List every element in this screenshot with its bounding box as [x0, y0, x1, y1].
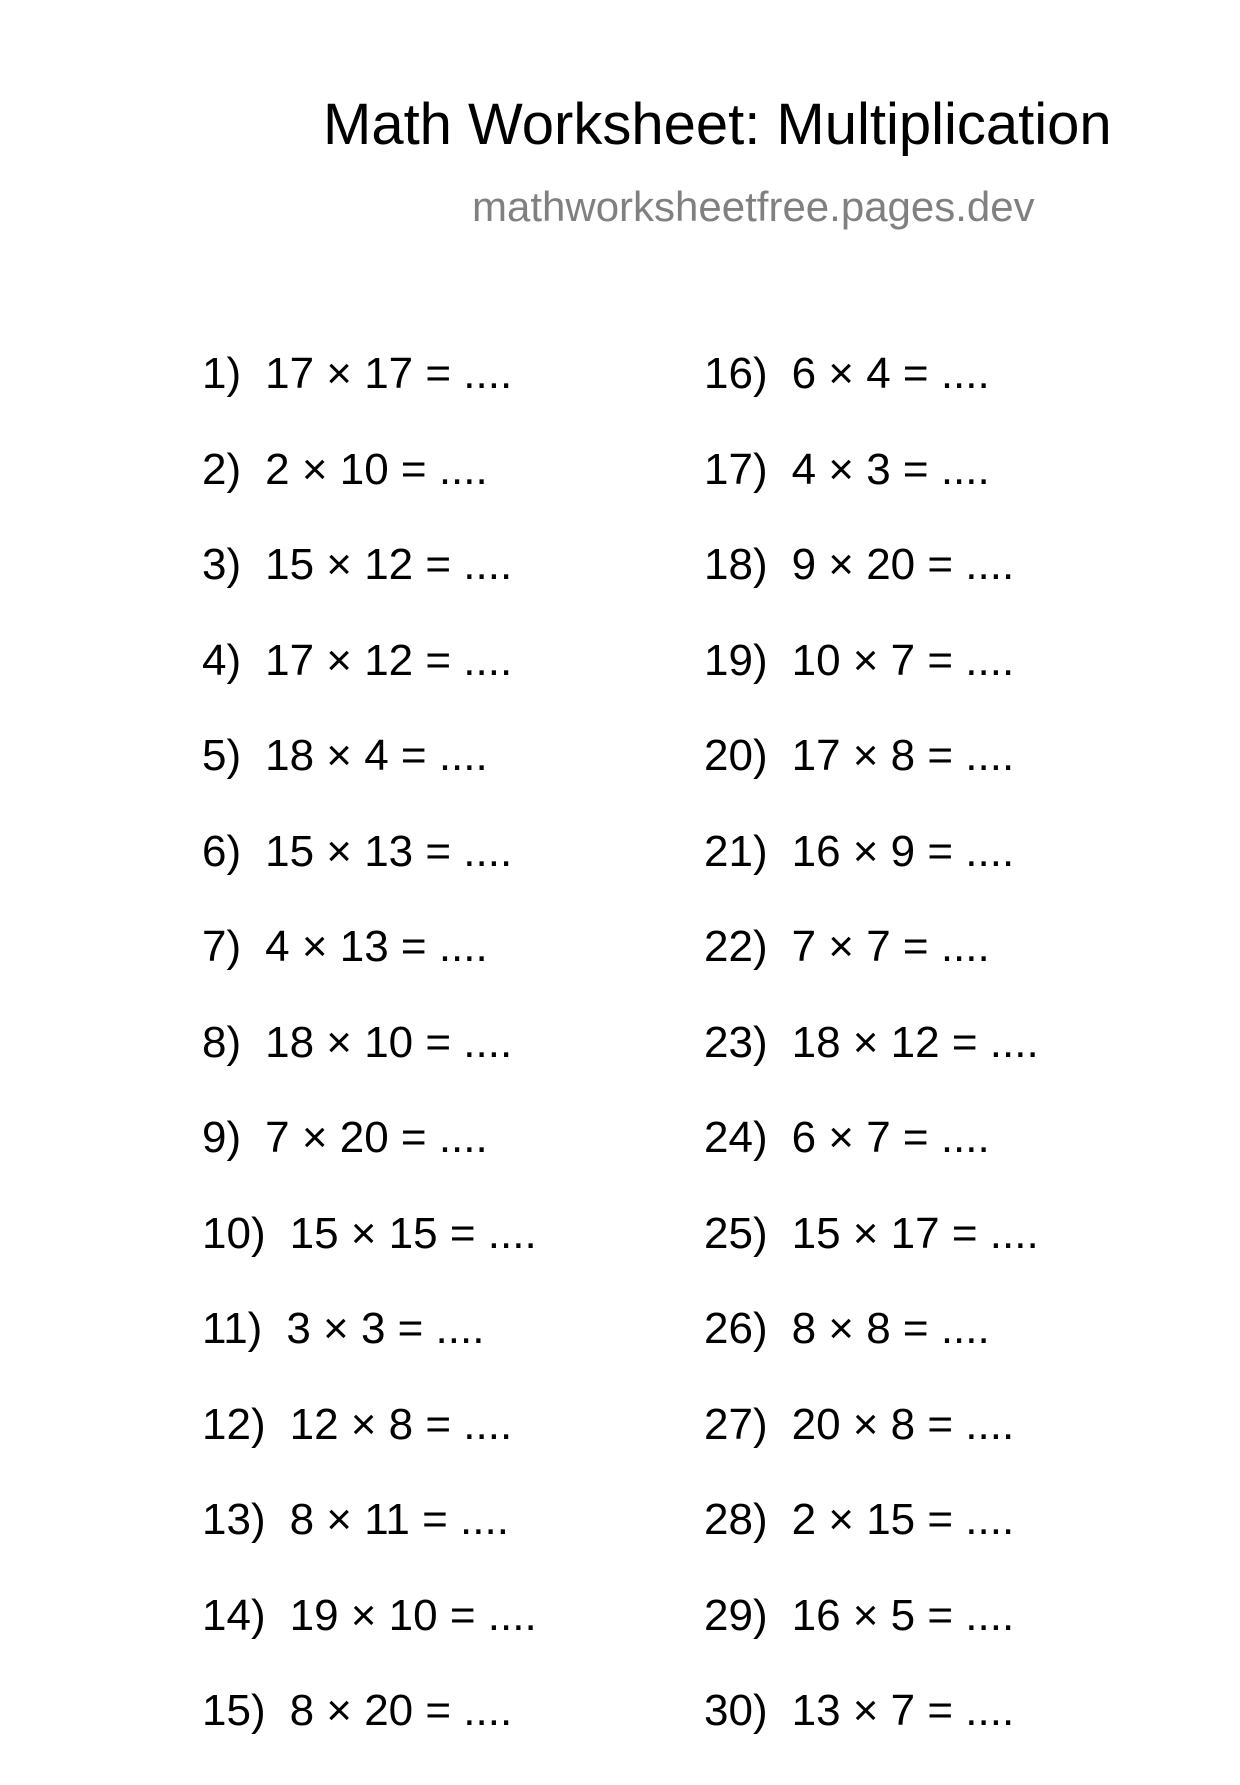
problem-item	[202, 1113, 537, 1212]
problem-item	[704, 1495, 1039, 1594]
problem-expression: 2 × 10 = ....	[265, 444, 488, 494]
problem-item	[202, 922, 537, 1021]
problem-item	[202, 1208, 537, 1308]
problem-expression: 4 × 3 = ....	[791, 444, 990, 494]
problem-item	[704, 826, 1039, 926]
problem-expression: 16 × 5 = ....	[791, 1590, 1015, 1640]
problem-number: 21)	[704, 826, 768, 876]
problem-expression: 8 × 11 = ....	[289, 1495, 509, 1544]
problem-number: 23)	[704, 1017, 768, 1067]
problem-item	[202, 349, 537, 448]
problem-item	[202, 1590, 537, 1690]
problem-expression: 18 × 12 = ....	[791, 1017, 1039, 1067]
problem-item	[202, 1495, 537, 1594]
problem-number: 10)	[202, 1208, 266, 1258]
problem-item	[202, 1686, 537, 1785]
problem-expression: 18 × 10 = ....	[265, 1017, 513, 1067]
problem-expression: 6 × 4 = ....	[791, 349, 990, 398]
problem-number: 3)	[202, 540, 242, 589]
problem-item	[202, 1017, 537, 1117]
problem-expression: 16 × 9 = ....	[791, 826, 1015, 876]
problem-column-left	[202, 349, 537, 1785]
problem-number: 22)	[704, 922, 768, 971]
problem-number: 18)	[704, 540, 768, 589]
problem-number: 2)	[202, 444, 242, 494]
problem-column-right	[704, 349, 1039, 1785]
problem-item	[704, 444, 1039, 544]
problem-item	[202, 731, 537, 830]
problem-number: 1)	[202, 349, 242, 398]
problem-number: 7)	[202, 922, 242, 971]
problem-expression: 10 × 7 = ....	[791, 635, 1015, 685]
problem-expression: 17 × 8 = ....	[791, 731, 1015, 780]
problem-expression: 15 × 17 = ....	[791, 1208, 1039, 1258]
problem-expression: 13 × 7 = ....	[791, 1686, 1015, 1735]
problem-item	[202, 826, 537, 926]
problem-item	[704, 540, 1039, 639]
problem-item	[202, 1304, 537, 1403]
problem-expression: 7 × 7 = ....	[791, 922, 990, 971]
problem-number: 14)	[202, 1590, 266, 1640]
problem-expression: 12 × 8 = ....	[289, 1399, 513, 1449]
problem-expression: 7 × 20 = ....	[265, 1113, 488, 1162]
site-url: mathworksheetfree.pages.dev	[472, 183, 1035, 230]
problem-expression: 18 × 4 = ....	[265, 731, 488, 780]
problem-number: 26)	[704, 1304, 768, 1353]
problem-number: 24)	[704, 1113, 768, 1162]
problem-expression: 2 × 15 = ....	[791, 1495, 1015, 1544]
problem-item	[704, 349, 1039, 448]
problem-item	[704, 922, 1039, 1021]
problem-number: 4)	[202, 635, 242, 685]
problem-item	[202, 444, 537, 544]
problem-number: 6)	[202, 826, 242, 876]
problem-expression: 8 × 20 = ....	[289, 1686, 513, 1735]
problem-expression: 20 × 8 = ....	[791, 1399, 1015, 1449]
problem-item	[704, 1399, 1039, 1499]
problem-number: 25)	[704, 1208, 768, 1258]
problem-number: 12)	[202, 1399, 266, 1449]
problem-number: 20)	[704, 731, 768, 780]
problem-expression: 4 × 13 = ....	[265, 922, 488, 971]
problem-item	[704, 635, 1039, 735]
problem-number: 15)	[202, 1686, 266, 1735]
problem-expression: 17 × 17 = ....	[265, 349, 513, 398]
problem-number: 28)	[704, 1495, 768, 1544]
problem-number: 9)	[202, 1113, 242, 1162]
problem-item	[202, 540, 537, 639]
problem-expression: 3 × 3 = ....	[286, 1304, 485, 1353]
problem-item	[704, 1590, 1039, 1690]
problem-item	[704, 1113, 1039, 1212]
problem-number: 17)	[704, 444, 768, 494]
problem-number: 29)	[704, 1590, 768, 1640]
problem-item	[704, 1208, 1039, 1308]
problem-expression: 15 × 13 = ....	[265, 826, 513, 876]
problem-number: 13)	[202, 1495, 266, 1544]
problem-expression: 17 × 12 = ....	[265, 635, 513, 685]
page-title: Math Worksheet: Multiplication	[323, 92, 1112, 157]
problem-item	[202, 1399, 537, 1499]
problem-expression: 15 × 15 = ....	[289, 1208, 537, 1258]
problem-item	[704, 1686, 1039, 1785]
problem-item	[704, 731, 1039, 830]
problem-number: 16)	[704, 349, 768, 398]
problem-item	[704, 1304, 1039, 1403]
problem-number: 11)	[202, 1304, 263, 1353]
problem-item	[704, 1017, 1039, 1117]
problem-number: 5)	[202, 731, 242, 780]
problem-expression: 9 × 20 = ....	[791, 540, 1015, 589]
problem-expression: 19 × 10 = ....	[289, 1590, 537, 1640]
problem-number: 19)	[704, 635, 768, 685]
problem-item	[202, 635, 537, 735]
problem-expression: 8 × 8 = ....	[791, 1304, 990, 1353]
problem-expression: 6 × 7 = ....	[791, 1113, 990, 1162]
problem-expression: 15 × 12 = ....	[265, 540, 513, 589]
problem-number: 8)	[202, 1017, 242, 1067]
problem-number: 30)	[704, 1686, 768, 1735]
problem-number: 27)	[704, 1399, 768, 1449]
